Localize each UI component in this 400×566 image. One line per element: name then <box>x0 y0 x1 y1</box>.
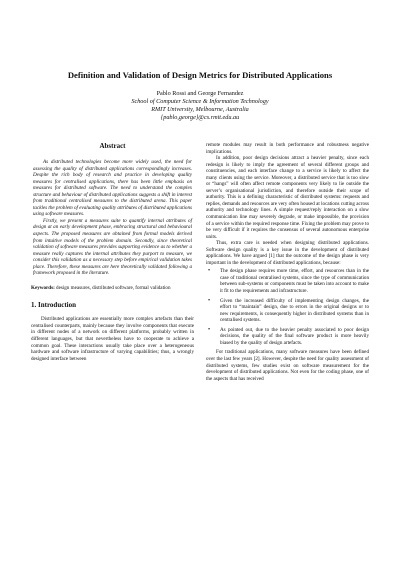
abstract-heading: Abstract <box>99 142 126 150</box>
body-paragraph: Thus, extra care is needed when designing distributed applications. Software design quality is a key issue in the development of distributed applications. We have argued [1] that the outcome of the design phase is very important in the development of distributed applications, because: <box>206 240 369 266</box>
body-paragraph: For traditional applications, many software measures have been defined over the last few years [2]. However, despite the need for quality assessment of distributed systems, few studies exist on software measurement for the development of distributed applications. Not even for the coding phase, one of the aspects that has received <box>206 349 369 382</box>
body-paragraph: Distributed applications are essentially more complex artefacts than their centralised counterparts, mainly because they involve components that execute in different nodes of a network on different platforms, probably written in different languages, but that nevertheless have to cooperate to achieve a common goal. These interactions usually take place over a heterogeneous hardware and software infrastructure of varying capabilities; thus, a wrongly designed interface between <box>31 316 194 362</box>
bullet-list <box>206 268 369 346</box>
abstract-body <box>31 159 194 277</box>
bullet-item: • As pointed out, due to the heavier penalty associated to poor design decisions, the quality of the final software product is more heavily biased by the quality of design artefacts. <box>217 327 369 347</box>
keywords-text: design measures, distributed software, formal validation <box>54 284 171 291</box>
paper-title: Definition and Validation of Design Metrics for Distributed Applications <box>67 70 333 80</box>
bullet-item: • The design phase requires more time, effort, and resources than in the case of traditional centralised systems, since the type of communication between sub-systems or components must be taken into account to make it fit to the requirements and infrastructure. <box>217 268 369 294</box>
abstract-paragraph: Firstly, we present a measures suite to quantify internal attributes of design at an early development phase, embracing structural and behavioural aspects. The proposed measures are obtained from formal models derived from intuitive models of the problem domain. Secondly, since theoretical validation of software measures provides supporting evidence as to whether a measure really captures the internal attributes they purport to measure, we consider this validation as a necessary step before empirical validation takes place. Therefore, these measures are here theoretically validated following a framework proposed in the literature. <box>33 217 192 277</box>
body-paragraph: In addition, poor design decisions attract a heavier penalty, since each redesign is likely to imply the agreement of several different groups and constituencies, and each interface change to a service is likely to affect the many clients using the service. Moreover, a distributed service that is too slow or “hangs” will often affect remote components very likely to lie outside the server’s organisational jurisdiction, and therefore outside their scope of authority. This is a defining characteristic of distributed systems: requests and replies, demands and resources are very often housed at locations cutting across authority and technology lines. A simple request/reply interaction on a slow communication line may severely degrade, or make impossible, the provision of a service within the required response time. Fixing the problem may prove to be very difficult if it requires the consensus of several autonomous enterprise units. <box>206 155 369 240</box>
abstract-paragraph: As distributed technologies become more widely used, the need for assessing the quality of distributed applications correspondingly increases. Despite the rich body of research and practice in developing quality measures for centralised applications, there has been little emphasis on measures for distributed software. The need to understand the complex structure and behaviour of distributed applications suggests a shift in interest from traditional centralised measures to the distributed arena. This paper tackles the problem of evaluating quality attributes of distributed applications using software measures. <box>33 159 192 218</box>
affiliation: School of Computer Science & Information Technology <box>131 98 269 105</box>
section-heading-introduction: 1. Introduction <box>31 301 76 310</box>
left-column <box>31 142 194 362</box>
keywords-label: Keywords: <box>31 284 55 291</box>
body-paragraph: remote modules may result in both performance and robustness negative implications. <box>206 142 369 155</box>
author-names: Pablo Rossi and George Fernandez <box>156 90 244 97</box>
author-email: {pablo,george}@cs.rmit.edu.au <box>160 114 240 121</box>
institution: RMIT University, Melbourne, Australia <box>151 106 249 113</box>
keywords <box>31 285 194 292</box>
author-block <box>20 90 380 122</box>
bullet-item: • Given the increased difficulty of implementing design changes, the effort to “maintain” design, due to errors in the original designs or to new requirements, is consequently higher in distributed systems than in centralised systems. <box>217 298 369 324</box>
right-column <box>206 142 369 382</box>
